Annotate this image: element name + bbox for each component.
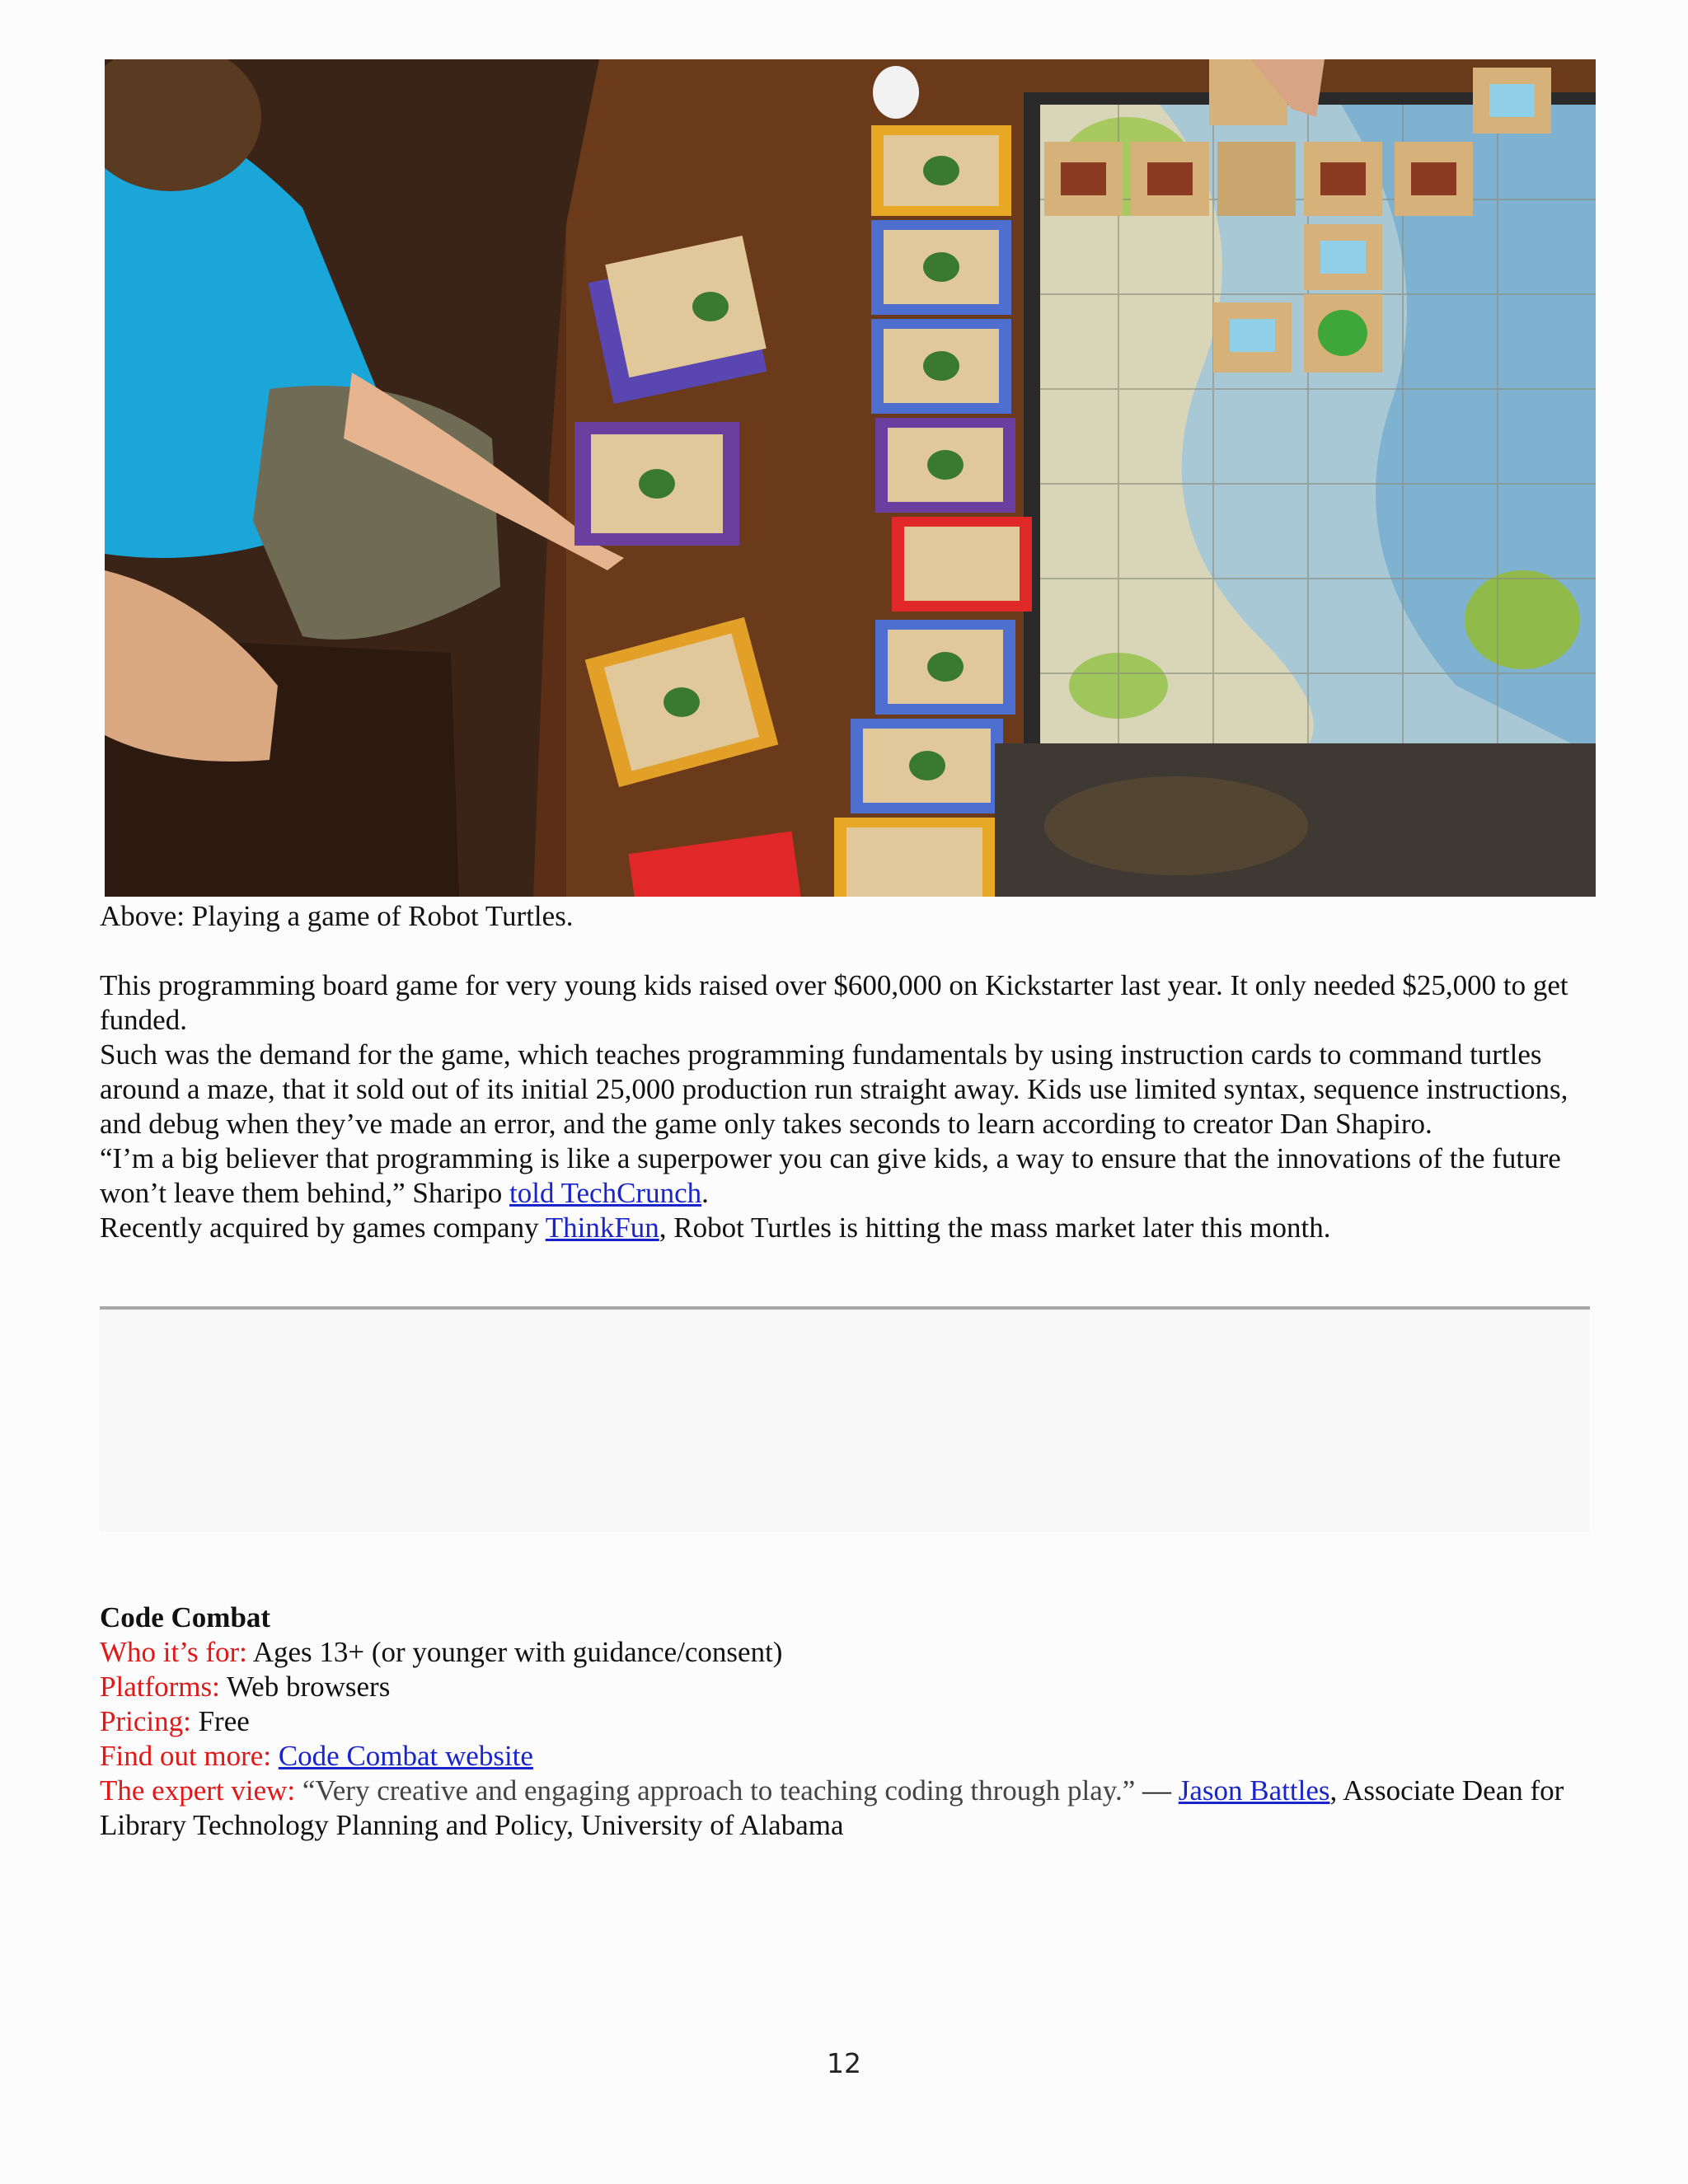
caption-text: Above: Playing a game of Robot Turtles. [100,900,574,932]
pricing-row [100,1704,1596,1739]
paragraph-acquired [100,1211,1596,1245]
paragraph-demand: Such was the demand for the game, which teaches programming fundamentals by using instruction cards to command turtles around a maze, that it sold out of its initial 25,000 production run straight away. Kids use limited syntax, sequence instructions, and debug when they’ve made an error, and the game only takes seconds to learn according to creator Dan Shapiro. [100,1038,1568,1140]
more-label: Find out more: [100,1740,272,1772]
expert-dash: — [1135,1774,1179,1807]
robot-turtles-photo [105,59,1596,897]
techcrunch-link[interactable]: told TechCrunch [509,1177,702,1209]
code-combat-website-link[interactable]: Code Combat website [278,1740,533,1772]
page-number: 12 [827,2047,861,2079]
code-combat-section [100,1601,1596,1843]
platforms-row [100,1670,1596,1704]
paragraph-kickstarter: This programming board game for very young kids raised over $600,000 on Kickstarter last year. It only needed $25,000 to get funded. [100,969,1568,1036]
article-body [100,968,1596,1245]
thinkfun-link[interactable]: ThinkFun [545,1212,659,1244]
expert-quote: “Very creative and engaging approach to teaching coding through play.” [295,1774,1136,1807]
platforms-label: Platforms: [100,1671,220,1703]
platforms-value: Web browsers [219,1671,391,1703]
expert-label: The expert view: [100,1774,296,1807]
quote-text: “I’m a big believer that programming is like a superpower you can give kids, a way to ensure that the innovations of the future won’t leave them behind,” Sharipo [100,1142,1561,1209]
who-row [100,1635,1596,1670]
who-value: Ages 13+ (or younger with guidance/consent) [246,1636,783,1668]
paragraph-quote [100,1141,1596,1211]
pricing-value: Free [190,1705,250,1737]
expert-row [100,1774,1596,1843]
acquired-text: Recently acquired by games company [100,1212,546,1244]
more-row [100,1739,1596,1774]
photo-caption [100,899,1596,934]
board-game-photo-illustration [105,59,1596,897]
jason-battles-link[interactable]: Jason Battles [1178,1774,1330,1807]
expert-affiliation: , Associate Dean for Library Technology Planning and Policy, University of Alabama [100,1774,1564,1841]
acquired-end: , Robot Turtles is hitting the mass market later this month. [659,1212,1331,1244]
who-label: Who it’s for: [100,1636,247,1668]
quote-end: . [701,1177,709,1209]
pricing-label: Pricing: [100,1705,191,1737]
blank-region [100,1310,1590,1532]
section-heading: Code Combat [100,1601,271,1633]
